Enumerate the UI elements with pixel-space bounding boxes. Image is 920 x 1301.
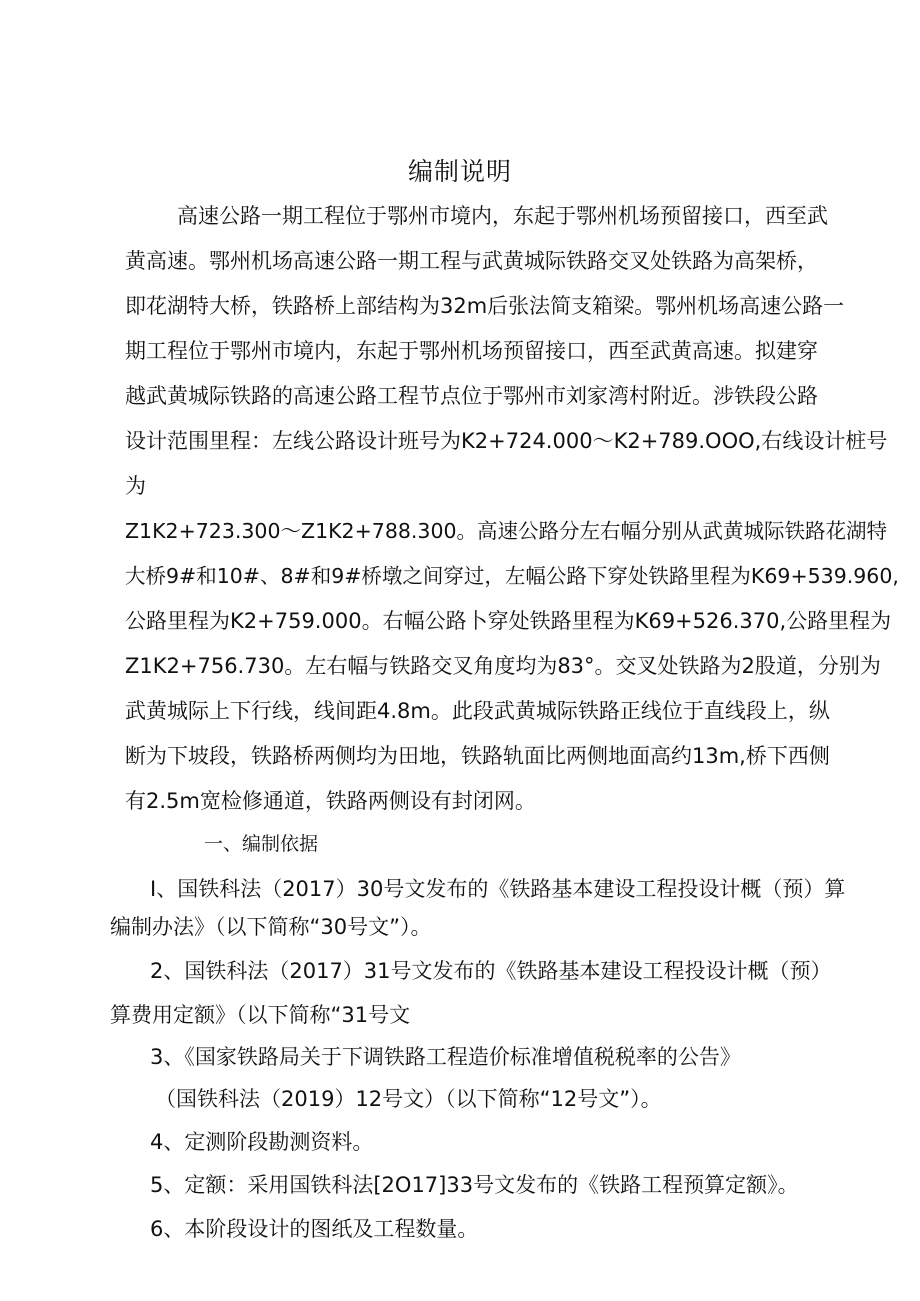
intro-line: 越武黄城际铁路的高速公路工程节点位于鄂州市刘家湾村附近。涉铁段公路 <box>125 384 818 408</box>
basis-item-5: 5、定额：采用国铁科法[2O17]33号文发布的《铁路工程预算定额》。 <box>150 1173 799 1197</box>
intro-line: Z1K2+756.730。左右幅与铁路交叉角度均为83°。交叉处铁路为2股道，分别为 <box>125 654 881 678</box>
basis-item-4: 4、定测阶段勘测资料。 <box>150 1130 374 1154</box>
intro-line: 高速公路一期工程位于鄂州市境内，东起于鄂州机场预留接口，西至武 <box>177 204 828 228</box>
basis-item-2-line: 2、国铁科法（2017）31号文发布的《铁路基本建设工程投设计概（预） <box>150 959 832 983</box>
page-title: 编制说明 <box>407 157 512 186</box>
basis-item-3-line: 3、《国家铁路局关于下调铁路工程造价标准增值税税率的公告》 <box>150 1045 741 1069</box>
intro-line: 大桥9#和10#、8#和9#桥墩之间穿过，左幅公路下穿处铁路里程为K69+539.960, <box>125 564 899 588</box>
intro-line: 断为下坡段，铁路桥两侧均为田地，铁路轨面比两侧地面高约13m,桥下西侧 <box>125 744 830 768</box>
intro-line: 设计范围里程：左线公路设计班号为K2+724.000～K2+789.OOO,右线设计桩号 <box>125 429 888 453</box>
intro-line: Z1K2+723.300～Z1K2+788.300。高速公路分左右幅分别从武黄城际铁路花湖特 <box>125 519 888 543</box>
intro-line: 武黄城际上下行线，线间距4.8m。此段武黄城际铁路正线位于直线段上，纵 <box>125 699 830 723</box>
section-heading-basis: 一、编制依据 <box>204 833 319 855</box>
intro-line: 期工程位于鄂州市境内，东起于鄂州机场预留接口，西至武黄高速。拟建穿 <box>125 339 818 363</box>
intro-line: 公路里程为K2+759.000。右幅公路卜穿处铁路里程为K69+526.370,公路里程为 <box>125 609 892 633</box>
basis-item-2-line: 算费用定额》（以下简称“31号文 <box>110 1003 411 1027</box>
intro-line: 有2.5m宽检修通道，铁路两侧设有封闭网。 <box>125 789 536 813</box>
intro-line: 即花湖特大桥，铁路桥上部结构为32m后张法简支箱梁。鄂州机场高速公路一 <box>125 294 845 318</box>
basis-item-3-line: （国铁科法（2019）12号文）（以下简称“12号文”）。 <box>155 1087 662 1111</box>
basis-item-1-line: 编制办法》（以下简称“30号文”）。 <box>110 915 432 939</box>
basis-item-1-line: I、国铁科法（2017）30号文发布的《铁路基本建设工程投设计概（预）算 <box>150 877 846 901</box>
intro-line: 黄高速。鄂州机场高速公路一期工程与武黄城际铁路交叉处铁路为高架桥， <box>125 249 818 273</box>
intro-line: 为 <box>125 474 146 498</box>
basis-item-6: 6、本阶段设计的图纸及工程数量。 <box>150 1217 479 1241</box>
